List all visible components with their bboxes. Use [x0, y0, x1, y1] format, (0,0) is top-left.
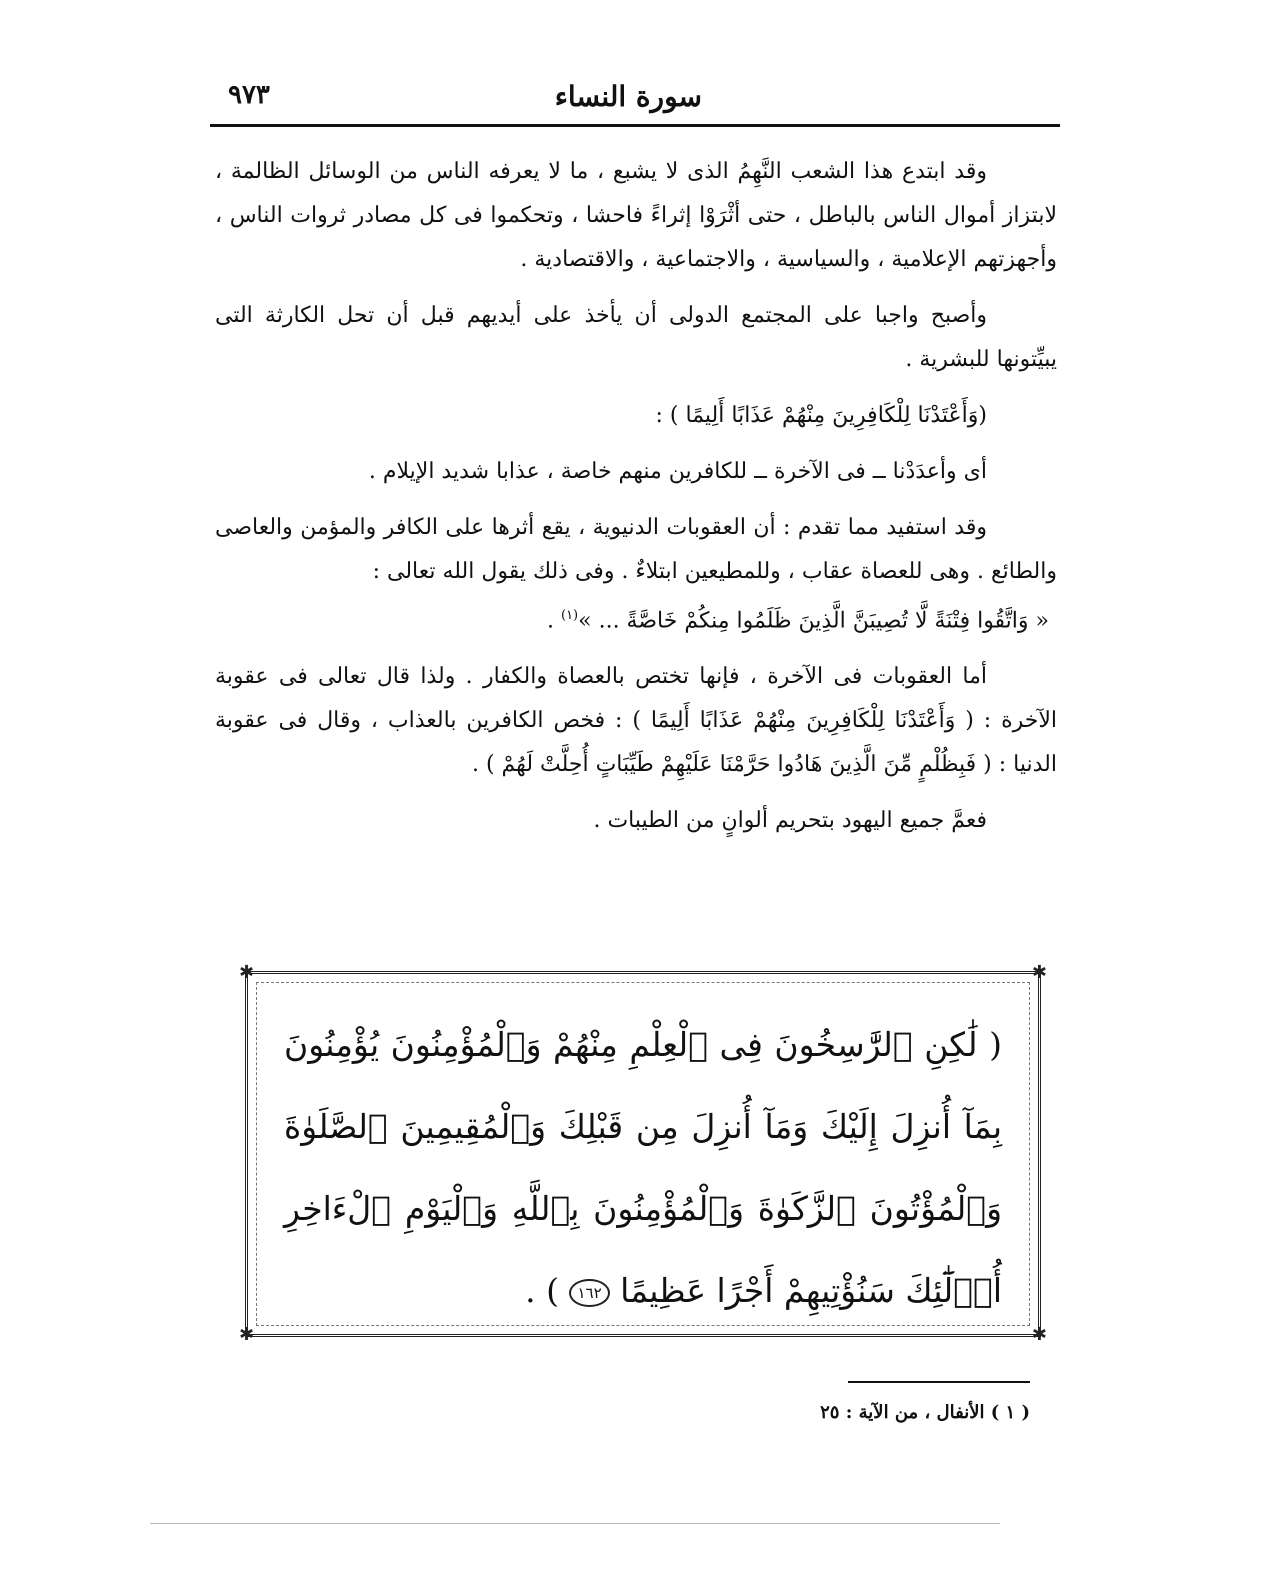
commentary-body: [215, 150, 1057, 855]
quran-verse: [284, 1004, 1002, 1332]
verse-frame: [239, 962, 1047, 1345]
paragraph-1: وقد ابتدع هذا الشعب النَّهِمُ الذى لا يشبع ، ما لا يعرفه الناس من الوسائل الظالمة ، لابتزاز أموال الناس بالباطل ، حتى أثْرَوْا إثراءً فاحشا ، وتحكموا فى كل مصادر ثروات الناس ، وأجهزتهم الإعلامية ، والسياسية ، والاجتماعية ، والاقتصادية .: [215, 159, 1057, 272]
header-divider: [210, 124, 1060, 127]
footnote-marker[interactable]: (١): [560, 608, 579, 623]
footnote: ( ١ ) الأنفال ، من الآية : ٢٥: [820, 1402, 1030, 1423]
surah-title: سورة النساء: [554, 80, 702, 113]
frame-corner-ornament: ✱: [1031, 962, 1047, 983]
paragraph-2: وأصبح واجبا على المجتمع الدولى أن يأخذ على أيديهم قبل أن تحل الكارثة التى يبيِّتونها للبشرية .: [215, 303, 1057, 372]
frame-corner-ornament: ✱: [1031, 1324, 1047, 1345]
scan-edge-line: [150, 1523, 1000, 1524]
frame-corner-ornament: ✱: [239, 962, 255, 983]
page-number: ٩٧٣: [228, 80, 270, 110]
cited-verse-text: « وَاتَّقُوا فِتْنَةً لَّا تُصِيبَنَّ الَّذِينَ ظَلَمُوا مِنكُمْ خَاصَّةً ... »: [578, 608, 1049, 634]
paragraph-3: أى وأعدَدْنا ــ فى الآخرة ــ للكافرين منهم خاصة ، عذابا شديد الإيلام .: [368, 459, 987, 484]
verse-closing: ) .: [525, 1271, 559, 1310]
ayah-number-badge: ١٦٢: [569, 1279, 609, 1307]
page-header: [210, 80, 1060, 122]
paragraph-6: فعمَّ جميع اليهود بتحريم ألوانٍ من الطيبات .: [593, 808, 987, 834]
paragraph-4: وقد استفيد مما تقدم : أن العقوبات الدنيوية ، يقع أثرها على الكافر والمؤمن والعاصى والطائع . وهى للعصاة عقاب ، وللمطيعين ابتلاءٌ . وفى ذلك يقول الله تعالى :: [215, 515, 1057, 584]
frame-corner-ornament: ✱: [239, 1324, 255, 1345]
footnote-divider: [848, 1381, 1030, 1383]
cited-verse: « وَاتَّقُوا فِتْنَةً لَّا تُصِيبَنَّ الَّذِينَ ظَلَمُوا مِنكُمْ خَاصَّةً ... »$^{(١)}$ .: [546, 608, 1049, 634]
quoted-verse: (وَأَعْتَدْنَا لِلْكَافِرِينَ مِنْهُمْ عَذَابًا أَلِيمًا ) :: [655, 403, 987, 428]
paragraph-5: أما العقوبات فى الآخرة ، فإنها تختص بالعصاة والكفار . ولذا قال تعالى فى عقوبة الآخرة : ( وَأَعْتَدْنَا لِلْكَافِرِينَ مِنْهُمْ عَذَابًا أَلِيمًا ) : فخص الكافرين بالعذاب ، وقال فى عقوبة الدنيا : ( فَبِظُلْمٍ مِّنَ الَّذِينَ هَادُوا حَرَّمْنَا عَلَيْهِمْ طَيِّبَاتٍ أُحِلَّتْ لَهُمْ ) .: [215, 664, 1057, 778]
verse-text: ( لَٰكِنِ ٱلرَّٰسِخُونَ فِى ٱلْعِلْمِ مِنْهُمْ وَٱلْمُؤْمِنُونَ يُؤْمِنُونَ بِمَآ أُنزِلَ إِلَيْكَ وَمَآ أُنزِلَ مِن قَبْلِكَ وَٱلْمُقِيمِينَ ٱلصَّلَوٰةَ وَٱلْمُؤْتُونَ ٱلزَّكَوٰةَ وَٱلْمُؤْمِنُونَ بِٱللَّهِ وَٱلْيَوْمِ ٱلْءَاخِرِ أُو۟لَٰٓئِكَ سَنُؤْتِيهِمْ أَجْرًا عَظِيمًا: [284, 1025, 1002, 1310]
